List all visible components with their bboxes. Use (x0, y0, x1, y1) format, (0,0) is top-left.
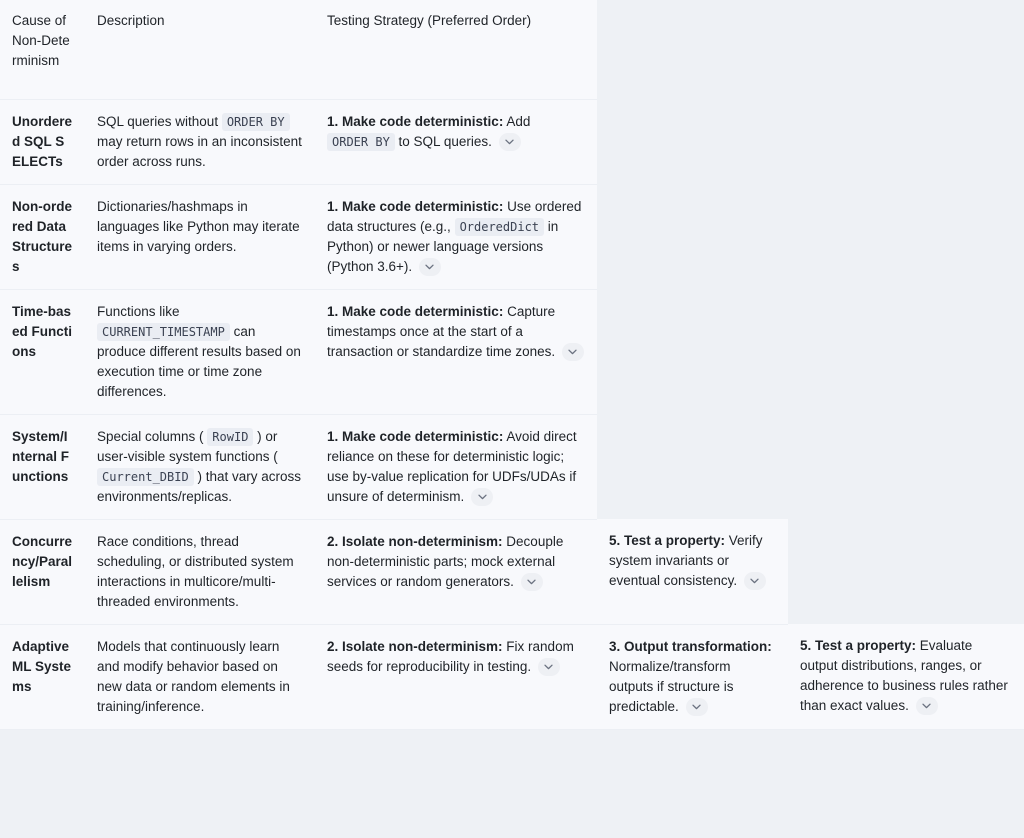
chevron-down-icon[interactable] (471, 488, 493, 506)
cell-cause: Time-based Functions (0, 289, 85, 414)
column-header-spacer-2 (788, 0, 1024, 99)
cell-cause: Adaptive ML Systems (0, 624, 85, 729)
strategy-label: 1. Make code deterministic: (327, 198, 504, 214)
table-header-row (0, 0, 1024, 99)
cell-strategy-1: 1. Make code deterministic: Capture timestamps once at the start of a transaction or standardize time zones. (315, 289, 597, 414)
chevron-down-icon[interactable] (521, 573, 543, 591)
column-header-cause: Cause of Non-Determinism (0, 0, 85, 99)
inline-code-1: ORDER BY (327, 133, 395, 151)
chevron-down-icon[interactable] (562, 343, 584, 361)
cell-strategy-1: 1. Make code deterministic: Add ORDER BY to SQL queries. (315, 99, 597, 184)
column-header-spacer-1 (597, 0, 788, 99)
cell-description: Special columns ( RowID ) or user-visible system functions ( Current_DBID ) that vary across environments/replicas. (85, 414, 315, 519)
strategy-label: 2. Isolate non-determinism: (327, 533, 503, 549)
strategy-label: 5. Test a property: (800, 638, 917, 653)
column-header-testing-strategy: Testing Strategy (Preferred Order) (315, 0, 597, 99)
chevron-down-icon[interactable] (538, 658, 560, 676)
cell-strategy-1: 2. Isolate non-determinism: Fix random seeds for reproducibility in testing. (315, 624, 597, 729)
cell-strategy-2: 5. Test a property: Verify system invariants or eventual consistency. (597, 519, 788, 624)
inline-code-1: CURRENT_TIMESTAMP (97, 323, 230, 341)
column-header-description: Description (85, 0, 315, 99)
cell-description: Race conditions, thread scheduling, or distributed system interactions in multicore/multi-threaded environments. (85, 519, 315, 624)
cell-strategy-3: 5. Test a property: Evaluate output distributions, ranges, or adherence to business rules rather than exact values. (788, 624, 1024, 729)
cell-description: Models that continuously learn and modify behavior based on new data or random elements in training/inference. (85, 624, 315, 729)
chevron-down-icon[interactable] (686, 698, 708, 716)
cell-strategy-2 (597, 184, 788, 289)
strategy-label: 1. Make code deterministic: (327, 303, 504, 319)
inline-code-1: RowID (207, 428, 253, 446)
cell-strategy-3 (788, 289, 1024, 414)
table-row (0, 289, 1024, 414)
table-row (0, 184, 1024, 289)
strategy-label: 2. Isolate non-determinism: (327, 638, 503, 654)
strategy-label: 3. Output transformation: (609, 638, 772, 654)
cell-strategy-3 (788, 414, 1024, 519)
cell-strategy-2: 3. Output transformation: Normalize/transform outputs if structure is predictable. (597, 624, 788, 729)
cell-strategy-3 (788, 184, 1024, 289)
cell-description: Dictionaries/hashmaps in languages like Python may iterate items in varying orders. (85, 184, 315, 289)
chevron-down-icon[interactable] (419, 258, 441, 276)
cell-strategy-2 (597, 99, 788, 184)
strategy-label: 1. Make code deterministic: (327, 428, 504, 444)
table-body (0, 99, 1024, 729)
cell-strategy-1: 2. Isolate non-determinism: Decouple non-deterministic parts; mock external services or random generators. (315, 519, 597, 624)
chevron-down-icon[interactable] (499, 133, 521, 151)
cell-strategy-2 (597, 414, 788, 519)
table-row (0, 414, 1024, 519)
cell-strategy-3 (788, 99, 1024, 184)
table-row (0, 624, 1024, 729)
cell-description: SQL queries without ORDER BY may return rows in an inconsistent order across runs. (85, 99, 315, 184)
chevron-down-icon[interactable] (916, 697, 938, 715)
cell-cause: System/Internal Functions (0, 414, 85, 519)
inline-code-2: Current_DBID (97, 468, 194, 486)
inline-code-1: ORDER BY (222, 113, 290, 131)
cell-strategy-1: 1. Make code deterministic: Use ordered data structures (e.g., OrderedDict in Python) or newer language versions (Python 3.6+). (315, 184, 597, 289)
table-header (0, 0, 1024, 99)
cell-cause: Concurrency/Parallelism (0, 519, 85, 624)
cell-strategy-1: 1. Make code deterministic: Avoid direct reliance on these for deterministic logic; use by-value replication for UDFs/UDAs if unsure of determinism. (315, 414, 597, 519)
cell-strategy-3 (788, 519, 1024, 624)
strategy-label: 5. Test a property: (609, 533, 726, 548)
table-row (0, 99, 1024, 184)
table-row (0, 519, 1024, 624)
cell-cause: Unordered SQL SELECTs (0, 99, 85, 184)
strategy-label: 1. Make code deterministic: (327, 113, 504, 129)
inline-code-1: OrderedDict (455, 218, 544, 236)
cell-description: Functions like CURRENT_TIMESTAMP can produce different results based on execution time or time zone differences. (85, 289, 315, 414)
cell-strategy-2 (597, 289, 788, 414)
chevron-down-icon[interactable] (744, 572, 766, 590)
cell-cause: Non-ordered Data Structures (0, 184, 85, 289)
